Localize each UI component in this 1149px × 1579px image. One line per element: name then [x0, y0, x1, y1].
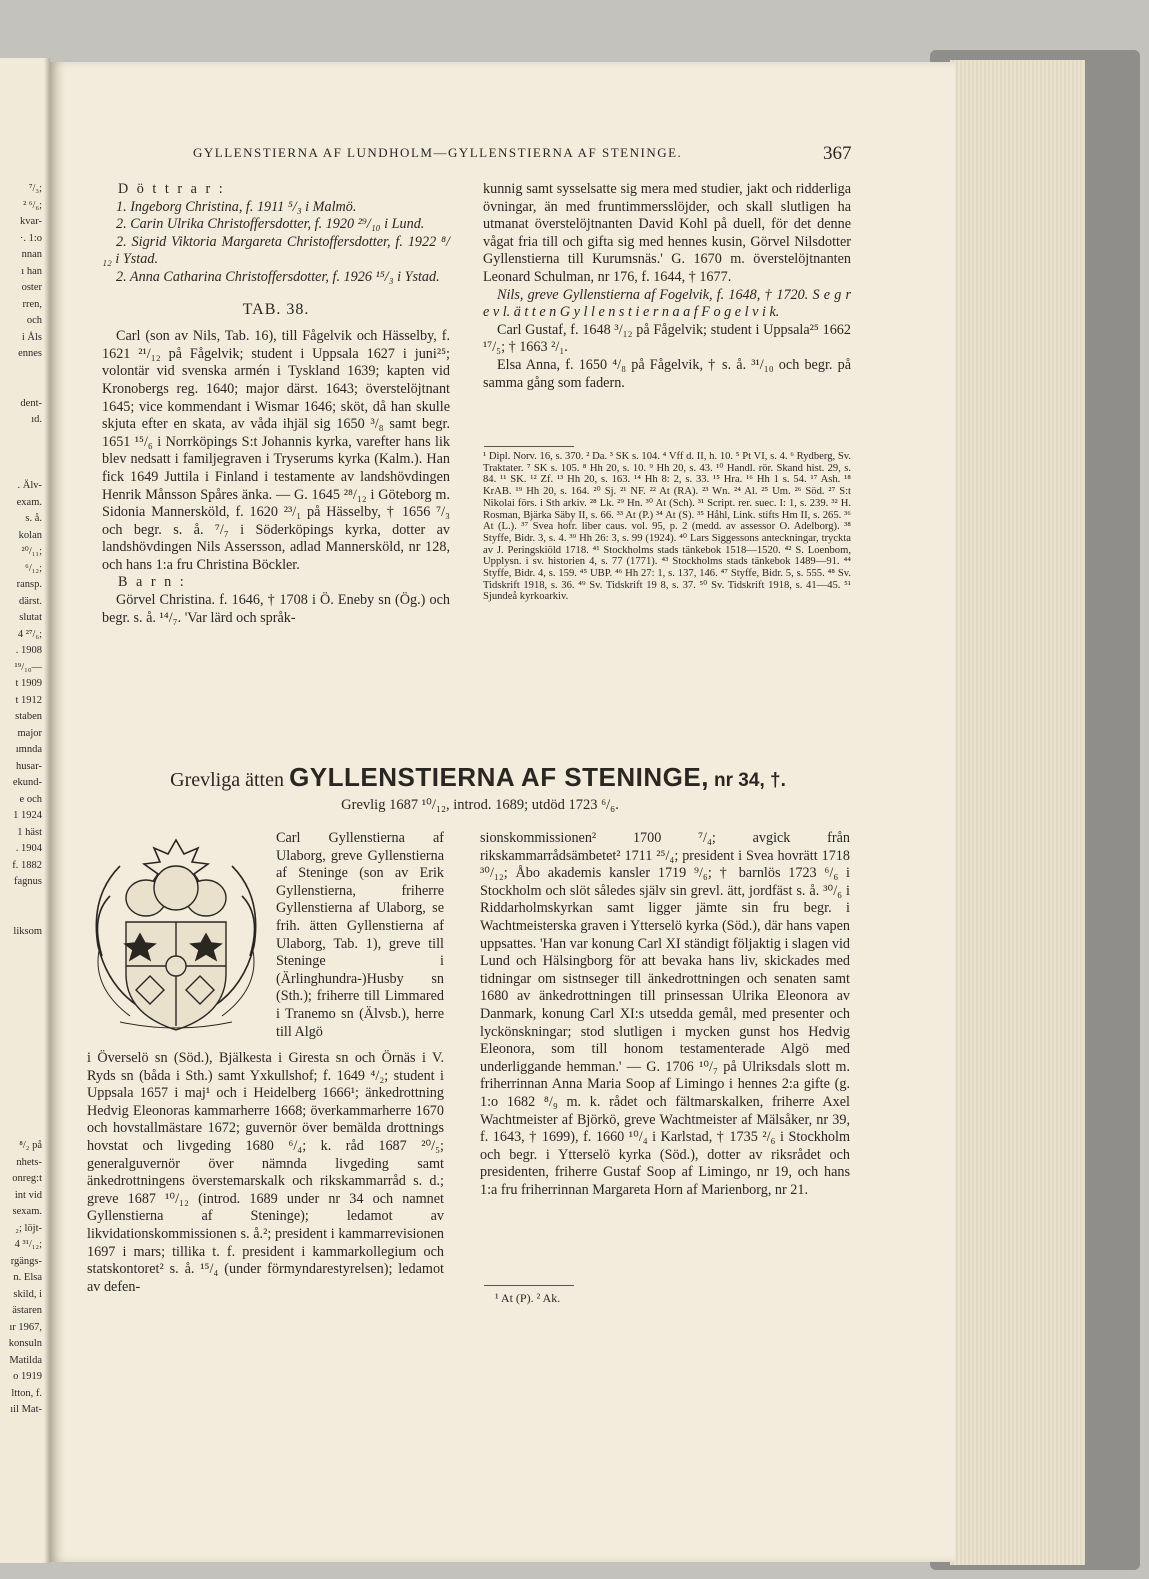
- daughters-heading: D ö t t r a r :: [118, 181, 226, 197]
- carl-biography: Carl (son av Nils, Tab. 16), till Fågelvik och Hässelby, f. 1621 ²¹/₁₂ på Fågelvik; student i Uppsala 1627 i juni²⁵; volontär vid svenska armén i Tyskland 1639; kapten vid Kronobergs reg. 1640; major därst. 1643; överstelöjtnant 1645; vice kommendant i Wismar 1646; sköt, då han skulle skjuta efter en skata, av våda ihjäl sig 1650 ³/₈ samt begr. 1651 ¹⁵/₆ i Norrköpings S:t Johannis kyrka, varefter hans lik blev nedsatt i familjegraven i Tryserums kyrka (Kalm.). Han fick 1649 Juttila i Finland i testamente av landshövdingen Henrik Månsson Spåres änka. — G. 1645 ²⁸/₁₂ i Göteborg m. Sidonia Mannersköld, f. 1620 ²³/₁ på Hässelby, † 1656 ⁷/₃ och begr. s. å. ⁷/₇ i Söderköpings kyrka, dotter av landshövdingen Nils Assersson, adlad Mannersköld, nr 128, och hans 1:a fru Christina Böckler.: [102, 328, 450, 573]
- text-paragraph: Carl Gustaf, f. 1648 ³/₁₂ på Fågelvik; student i Uppsala²⁵ 1662 ¹⁷/₅; † 1663 ²/₁.: [483, 321, 851, 356]
- margin-text-line: . 1904: [15, 843, 42, 854]
- margin-text-line: . 1908: [15, 645, 42, 656]
- daughter-entry: 2. Carin Ulrika Christoffersdotter, f. 1920 ²⁹/₁₀ i Lund.: [116, 216, 425, 233]
- margin-text-line: fagnus: [14, 876, 42, 887]
- page-number: 367: [823, 143, 852, 164]
- margin-text-line: o 1919: [13, 1371, 42, 1382]
- margin-text-line: ⁶/₁₂;: [25, 562, 42, 574]
- daughter-entry: 1. Ingeborg Christina, f. 1911 ⁵/₃ i Malmö.: [116, 198, 357, 215]
- daughter-entry: 2. Anna Catharina Christoffersdotter, f. 1926 ¹⁵/₃ i Ystad.: [116, 268, 440, 285]
- margin-text-line: 1 häst: [17, 826, 42, 838]
- margin-text-line: dent-: [20, 397, 42, 409]
- margin-text-line: ⁸/₂ på: [19, 1140, 42, 1151]
- margin-text-line: t 1909: [15, 678, 42, 689]
- section-title: [133, 762, 823, 793]
- margin-text-line: n. Elsa: [13, 1272, 42, 1283]
- text-paragraph: Nils, greve Gyllenstierna af Fogelvik, f. 1648, † 1720. S e g r e v l. ä t t e n G y l l e n s t i e r n a a f F o g e l v i k.: [483, 286, 851, 321]
- count-biography: i Överselö sn (Söd.), Bjälkesta i Giresta sn och Örnäs i V. Ryds sn (båda i Sth.) samt Yxkullshof; f. 1649 ⁴/₂; student i Uppsala 1657 i maj¹ och i Heidelberg 1666¹; änkedrottning Hedvig Eleonoras kammarherre 1668; överkammarherre 1670 och hovstallmästare 1672; guvernör över bemälda drottnings hovstat och livgeding 1680 ⁶/₄; k. råd 1687 ²⁰/₅; generalguvernör över nämnda livgeding samt änkedrottningens överstemarskalk och rikskammarråd s. d.; greve 1687 ¹⁰/₁₂ (introd. 1689 under nr 34 och namnet Gyllenstierna af Steninge); ledamot av likvidationskommissionen s. å.²; president i kammarrevisionen 1697 i mars; tillika t. f. president i kammarkollegium och statskontoret² s. å. ¹⁵/₄ (under förmyndarestyrelsen); ledamot av defen-: [87, 1050, 444, 1295]
- margin-text-line: ımnda: [15, 744, 42, 755]
- margin-text-line: husar-: [15, 760, 42, 772]
- margin-text-line: ästaren: [12, 1305, 42, 1316]
- margin-text-line: 1 1924: [13, 810, 42, 821]
- margin-text-line: ¹⁹/₁₀—: [14, 661, 42, 673]
- margin-text-line: liksom: [13, 925, 42, 937]
- footnotes-top: ¹ Dipl. Norv. 16, s. 370. ² Da. ³ SK s. 104. ⁴ Vff d. II, h. 10. ⁵ Pt VI, s. 4. ⁶ Rydberg, Sv. Traktater. ⁷ SK s. 105. ⁸ Hh 20, s. 10. ⁹ Hh 20, s. 43. ¹⁰ Handl. rör. Skand hist. 29, s. 84. ¹¹ SK. ¹² Zf. ¹³ Hh 20, s. 163. ¹⁴ Hh 8: 2, s. 33. ¹⁵ Hra. ¹⁶ Hh 1 s. 54. ¹⁷ Ash. ¹⁸ KrAB. ¹⁹ Hh 20, s. 164. ²⁰ Sj. ²¹ NF. ²² At (RA). ²³ Wn. ²⁴ Al. ²⁵ Um. ²⁶ Söd. ²⁷ S:t Nikolai förs. i Sth arkiv. ²⁸ Lk. ²⁹ Hn. ³⁰ At (Sch). ³¹ Script. rer. suec. I: 1, s. 239. ³² H. Rosman, Bjärka Säby II, s. 66. ³³ At (P.) ³⁴ At (S). ³⁵ Håhl, Link. stifts Hm II, s. 265. ³⁶ At (L.). ³⁷ Svea hofr. liber caus. vol. 95, p. 2 (medd. av assessor O. Adelborg). ³⁸ Styffe, Bidr. 3, s. 4. ³⁹ Hh 26: 3, s. 99 (1924). ⁴⁰ Lars Siggessons anteckningar, tryckta av J. Peringskiöld 1718. ⁴¹ Stockholms stads tänkebok 1518—1520. ⁴² S. Loenbom, Upplysn. i sv. historien 4, s. 77 (1771). ⁴³ Stockholms stads tänkebok 1489—91. ⁴⁴ Styffe, Bidr. 4, s. 159. ⁴⁵ UBP. ⁴⁶ Hh 27: 1, s. 137, 146. ⁴⁷ Styffe, Bidr. 5, s. 555. ⁴⁸ Sv. Tidskrift 1918, s. 36. ⁴⁹ Sv. Tidskrift 19 8, s. 37. ⁵⁰ Sv. Tidskrift 1918, s. 41—45. ⁵¹ Sjundeå kyrkoarkiv.: [483, 451, 851, 603]
- count-biography-wrapped: Carl Gyllenstierna af Ulaborg, greve Gyllenstierna af Steninge (son av Erik Gyllenstierna, friherre Gyllenstierna af Ulaborg, se frih. ätten Gyllenstierna af Ulaborg, Tab. 1), greve till Steninge i (Ärlinghundra-)Husby sn (Sth.); friherre till Limmared i Tranemo sn (Älvsb.), herre till Algö: [276, 830, 444, 1040]
- margin-text-line: ekund-: [12, 777, 42, 788]
- section-title-suffix: nr 34, †.: [714, 770, 786, 791]
- margin-text-line: ⁷/₃;: [28, 183, 42, 194]
- margin-text-line: ₂; löjt-: [15, 1222, 42, 1234]
- coat-of-arms-icon: [80, 836, 272, 1036]
- margin-text-line: därst.: [18, 595, 42, 607]
- footnote-rule: [484, 446, 574, 447]
- footnote-rule: [484, 1285, 574, 1286]
- table-heading: TAB. 38.: [242, 300, 310, 318]
- section-title-name: GYLLENSTIERNA AF STENINGE,: [289, 762, 709, 792]
- margin-text-line: skild, i: [13, 1288, 42, 1300]
- margin-text-line: major: [17, 727, 42, 739]
- section-subtitle: Grevlig 1687 ¹⁰/₁₂, introd. 1689; utdöd 1723 ⁶/₆.: [341, 797, 619, 813]
- page-edges: [950, 60, 1085, 1565]
- margin-text-line: ı han: [21, 265, 42, 277]
- margin-text-line: onreg:t: [12, 1173, 42, 1184]
- margin-text-line: staben: [15, 711, 42, 722]
- margin-text-line: rren,: [22, 298, 42, 310]
- footnotes-bottom: ¹ At (P). ² Ak.: [495, 1291, 561, 1305]
- margin-text-line: ır 1967,: [9, 1321, 42, 1333]
- margin-text-line: 4 ³¹/₁₂;: [14, 1239, 42, 1250]
- margin-text-line: f. 1882: [12, 859, 42, 871]
- margin-text-line: t 1912: [15, 694, 42, 706]
- margin-text-line: exam.: [16, 496, 42, 508]
- margin-text-line: int vid: [14, 1189, 42, 1201]
- margin-text-line: ennes: [18, 348, 42, 359]
- margin-text-line: . Älv-: [17, 480, 42, 491]
- margin-text-line: ransp.: [16, 579, 42, 590]
- children-heading: B a r n :: [118, 574, 187, 591]
- right-column-bottom: sionskommissionen² 1700 ⁷/₄; avgick från rikskammarrådsämbetet² 1711 ²⁵/₄; president i Svea hovrätt 1718 ³⁰/₁₂; Åbo akademis kansler 1719 ⁹/₆; † barnlös 1723 ⁶/₆ i Stockholm och slöt således själv sin grevl. ätt, jordfäst s. å. ³⁰/₆ i Riddarholmskyrkan samt ligger jämte sin fru begr. i Wachtmeisterska graven i Ytterselö kyrka (Söd.), där hans vapen uppsattes. 'Han var konung Carl XI ständigt följaktig i slagen vid Lund och Hälsingborg för att bevaka hans liv, skickades med tidningar om sistnseger till änkedrottningen och senaten samt 1680 av änkedrottningen till prinsessan Ulrika Eleonora av Danmark, konung Carl XI:s utsedda gemål, med presenter och lyckönskningar; stod slutligen i mycken gunst hos Hedvig Eleonora, som till honom testamenterade Algö med underliggande hemman.' — G. 1706 ¹⁰/₇ på Ulriksdals slott m. friherrinnan Anna Maria Soop af Limingo i hennes 2:a gifte (g. 1:o 1682 ⁸/₉ m. k. rådet och fältmarskalken, friherre Axel Wachtmeister af Björkö, greve Wachtmeister af Mälsåker, nr 39, f. 1643, † 1699), f. 1660 ¹⁰/₄ i Karlstad, † 1735 ²/₆ i Stockholm och begr. i Ytterselö kyrka (Söd.), dotter av riksrådet och presidenten, friherre Gustaf Soop af Limingo, nr 19, och hans 1:a fru friherrinnan Margareta Horn af Marienborg, nr 21.: [480, 830, 850, 1198]
- margin-text-line: ·. 1:o: [19, 232, 42, 244]
- margin-text-line: och: [26, 315, 42, 326]
- margin-text-line: kvar-: [20, 216, 42, 227]
- margin-text-line: e och: [19, 793, 42, 805]
- margin-text-line: Matilda: [9, 1354, 42, 1366]
- margin-text-line: kolan: [18, 529, 42, 541]
- section-title-prefix: Grevliga ätten: [170, 769, 284, 791]
- margin-text-line: s. å.: [25, 513, 42, 524]
- margin-text-line: 4 ²⁷/₆;: [17, 628, 42, 640]
- text-paragraph: kunnig samt sysselsatte sig mera med studier, jakt och ridderliga övningar, än med fruntimmersslöjder, och skall slutligen ha utmanat överstelöjtnanten David Kohl på duell, för det denne vågat fria till och gifta sig med hennes kusin, Görvel Nilsdotter Gyllenstierna till Kurumsnäs.' G. 1670 m. överstelöjtnanten Leonard Schulman, nr 176, f. 1644, † 1677.: [483, 181, 851, 285]
- margin-text-line: nnan: [21, 249, 42, 260]
- margin-text-line: slutat: [19, 612, 42, 623]
- margin-text-line: ıil Mat-: [10, 1404, 42, 1415]
- running-header: GYLLENSTIERNA AF LUNDHOLM—GYLLENSTIERNA AF STENINGE.: [193, 145, 683, 160]
- text-paragraph: Elsa Anna, f. 1650 ⁴/₈ på Fågelvik, † s. å. ³¹/₁₀ och begr. på samma gång som fadern.: [483, 356, 851, 391]
- margin-text-line: ıd.: [31, 414, 42, 425]
- margin-text-line: nhets-: [16, 1156, 42, 1168]
- margin-text-line: konsuln: [8, 1338, 42, 1349]
- margin-text-line: rgängs-: [10, 1255, 42, 1267]
- child-entry: Görvel Christina. f. 1646, † 1708 i Ö. Eneby sn (Ög.) och begr. s. å. ¹⁴/₇. 'Var lärd och språk-: [102, 592, 450, 626]
- daughter-entry: 2. Sigrid Viktoria Margareta Christoffersdotter, f. 1922 ⁸/₁₂ i Ystad.: [102, 233, 450, 268]
- margin-text-line: sexam.: [12, 1206, 42, 1217]
- right-column-top: [483, 181, 851, 392]
- margin-text-line: i Åls: [21, 331, 42, 343]
- margin-text-line: ²⁰/₁₁;: [21, 546, 42, 557]
- left-column-top: [102, 181, 450, 627]
- margin-text-line: ² ⁶/₆;: [23, 199, 42, 211]
- left-page-fragment: [0, 58, 50, 1563]
- margin-text-line: ltton, f.: [11, 1387, 42, 1399]
- margin-text-line: oster: [21, 282, 42, 293]
